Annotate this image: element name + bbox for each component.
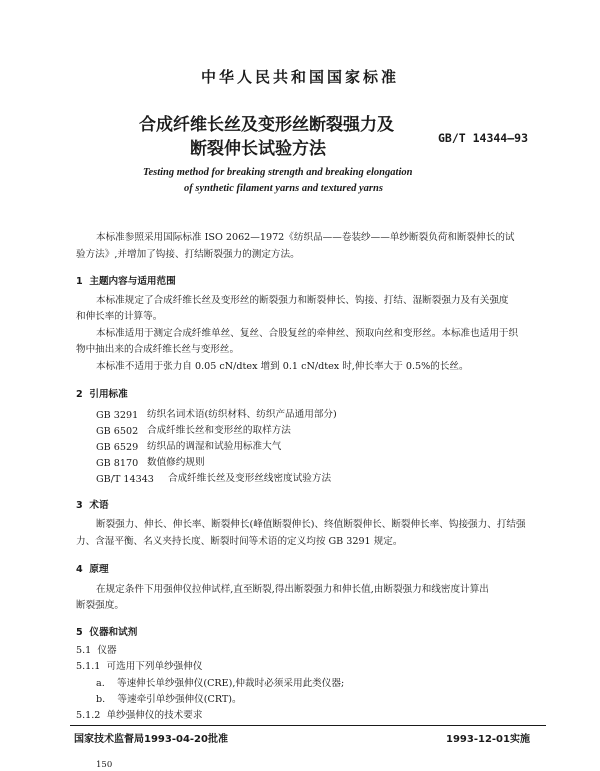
- section-5-1-title: 仪器: [97, 645, 117, 656]
- section-5-title: 仪器和试剂: [89, 627, 138, 638]
- page-number: 150: [96, 760, 113, 770]
- ref-code: GB 3291: [96, 410, 139, 421]
- standard-title-cn-line1: 合成纤维长丝及变形丝断裂强力及: [139, 115, 394, 135]
- list-item-a: [96, 679, 344, 689]
- ref-code: GB 8170: [96, 458, 139, 469]
- ref-name: 合成纤维长丝及变形丝线密度试验方法: [168, 473, 332, 484]
- section-5-1-1-text: 可选用下列单纱强伸仪: [106, 661, 203, 672]
- section-4-number: 4: [76, 564, 83, 575]
- section-4-heading: [76, 561, 109, 575]
- section-5-1-2: [76, 711, 202, 721]
- section-1-p3-line1: 本标准不适用于张力自 0.05 cN/dtex 增到 0.1 cN/dtex 时,伸长率大于 0.5%的长丝。: [96, 361, 469, 372]
- standard-title-en-line1: Testing method for breaking strength and breaking elongation: [143, 167, 413, 178]
- ref-name: 数值修约规则: [147, 457, 205, 468]
- section-1-p1-line1: 本标准规定了合成纤维长丝及变形丝的断裂强力和断裂伸长、钩接、打结、湿断裂强力及有关强度: [96, 295, 509, 306]
- section-1-p2-line1: 本标准适用于测定合成纤维单丝、复丝、合股复丝的牵伸丝、预取向丝和变形丝。本标准也适用于织: [96, 328, 519, 339]
- section-5-1-heading: [76, 646, 117, 656]
- section-3-heading: [76, 497, 109, 511]
- section-1-p1-line2: 和伸长率的计算等。: [76, 311, 163, 322]
- section-2-heading: [76, 386, 128, 400]
- section-4-line1: 在规定条件下用强伸仪拉伸试样,直至断裂,得出断裂强力和伸长值,由断裂强力和线密度计算出: [96, 584, 489, 595]
- intro-line2: 验方法》,并增加了钩接、打结断裂强力的测定方法。: [76, 249, 300, 260]
- list-item-b-label: b.: [96, 694, 106, 705]
- section-3-line2: 力、含湿平衡、名义夹持长度、断裂时间等术语的定义均按 GB 3291 规定。: [76, 536, 403, 547]
- footer-divider: [70, 725, 546, 726]
- section-1-heading: [76, 273, 176, 287]
- ref-name: 合成纤维长丝和变形丝的取样方法: [147, 425, 291, 436]
- ref-name: 纺织名词术语(纺织材料、纺织产品通用部分): [147, 409, 337, 420]
- section-1-title: 主题内容与适用范围: [89, 276, 176, 287]
- section-4-line2: 断裂强度。: [76, 600, 124, 611]
- section-5-1-1-number: 5.1.1: [76, 661, 101, 672]
- section-1-number: 1: [76, 276, 83, 287]
- standard-title-en-line2: of synthetic filament yarns and textured yarns: [184, 183, 383, 194]
- standard-number: GB/T 14344—93: [438, 131, 529, 145]
- section-2-number: 2: [76, 389, 83, 400]
- section-3-line1: 断裂强力、伸长、伸长率、断裂伸长(峰值断裂伸长)、终值断裂伸长、断裂伸长率、钩接强力、打结强: [96, 519, 526, 530]
- national-standard-title: 中华人民共和国国家标准: [200, 68, 399, 86]
- list-item-a-label: a.: [96, 678, 105, 689]
- ref-name: 纺织品的调湿和试验用标准大气: [147, 441, 282, 452]
- intro-line1: 本标准参照采用国际标准 ISO 2062—1972《纺织品——卷装纱——单纱断裂负荷和断裂伸长的试: [96, 232, 515, 243]
- section-5-1-2-number: 5.1.2: [76, 710, 101, 721]
- list-item-b: [96, 695, 242, 705]
- implementation-date: 1993-12-01实施: [446, 734, 530, 745]
- standard-title-cn-line2: 断裂伸长试验方法: [190, 139, 326, 159]
- section-2-title: 引用标准: [89, 389, 128, 400]
- list-item-b-text: 等速牵引单纱强伸仪(CRT)。: [117, 694, 242, 705]
- section-5-heading: [76, 624, 137, 638]
- ref-code: GB 6502: [96, 426, 139, 437]
- list-item-a-text: 等速伸长单纱强伸仪(CRE),仲裁时必须采用此类仪器;: [116, 678, 345, 689]
- ref-code: GB/T 14343: [96, 474, 154, 485]
- section-3-title: 术语: [89, 500, 109, 511]
- issuer-approval: 国家技术监督局1993-04-20批准: [74, 734, 228, 745]
- section-5-number: 5: [76, 627, 83, 638]
- section-1-p2-line2: 物中抽出来的合成纤维长丝与变形丝。: [76, 344, 240, 355]
- section-5-1-number: 5.1: [76, 645, 92, 656]
- section-5-1-2-text: 单纱强伸仪的技术要求: [106, 710, 203, 721]
- section-4-title: 原理: [89, 564, 109, 575]
- section-3-number: 3: [76, 500, 83, 511]
- section-5-1-1: [76, 662, 202, 672]
- ref-code: GB 6529: [96, 442, 139, 453]
